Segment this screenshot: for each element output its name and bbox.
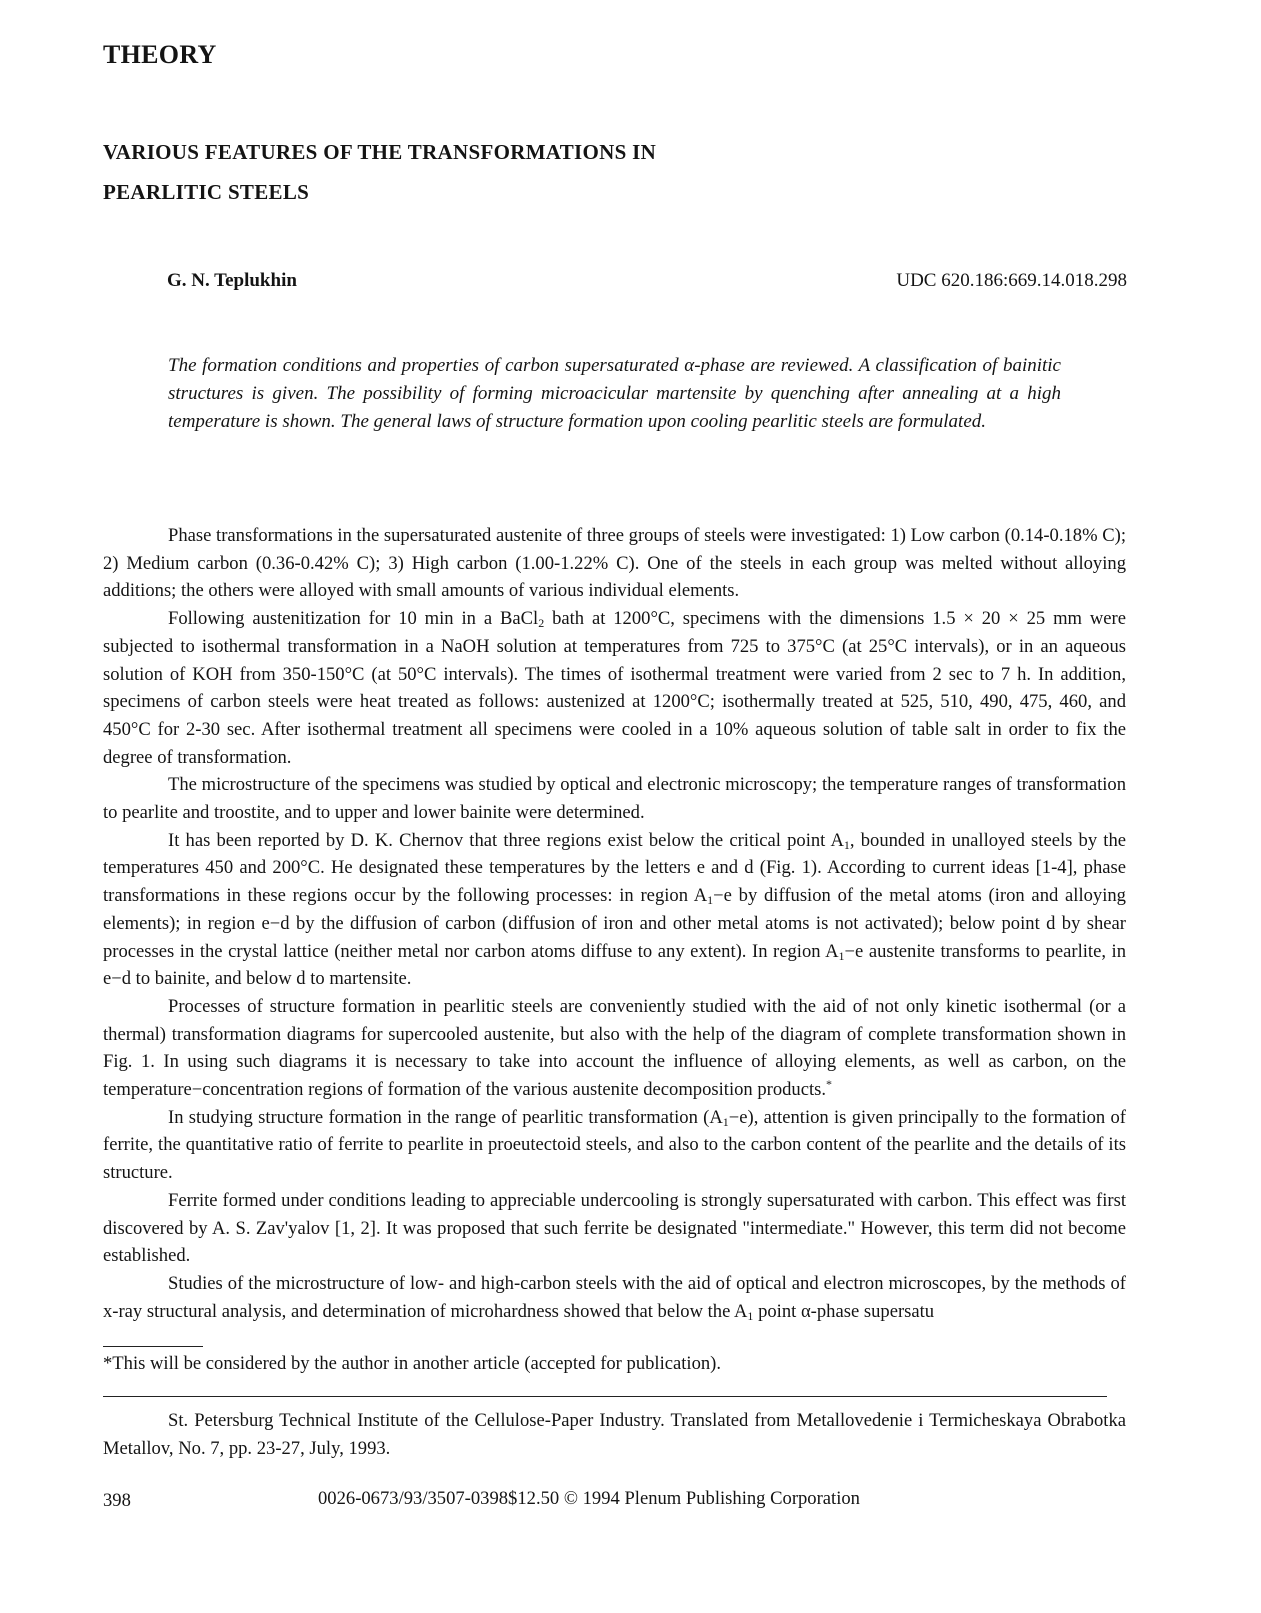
- affiliation-rule: [103, 1396, 1107, 1397]
- title-line-1: VARIOUS FEATURES OF THE TRANSFORMATIONS IN: [103, 140, 657, 164]
- article-title: [103, 132, 1003, 212]
- title-line-2: PEARLITIC STEELS: [103, 180, 310, 204]
- subscript: 1: [722, 1114, 729, 1129]
- section-heading: THEORY: [103, 40, 217, 69]
- paragraph-2: [103, 605, 1126, 771]
- paragraph-4-text: It has been reported by D. K. Chernov that three regions exist below the critical point A: [168, 829, 844, 851]
- publisher-line: 0026-0673/93/3507-0398$12.50 © 1994 Plenum Publishing Corporation: [318, 1488, 860, 1509]
- paragraph-1: Phase transformations in the supersaturated austenite of three groups of steels were investigated: 1) Low carbon (0.14-0.18% C); 2) Medium carbon (0.36-0.42% C); 3) High carbon (1.00-1.22% C). One of the steels in each group was melted without alloying additions; the others were alloyed with small amounts of various individual elements.: [103, 525, 1126, 602]
- paragraph-4-text: −e austenite transforms to pearlite, in e−d to bainite, and below d to martensite.: [103, 940, 1126, 990]
- subscript: 1: [838, 948, 845, 963]
- page-number: 398: [103, 1490, 131, 1511]
- paragraph-8: [103, 1270, 1126, 1325]
- paragraph-4-text: −e by diffusion of the metal atoms (iron and alloying elements); in region e−d by the diffusion of carbon (diffusion of iron and other metal atoms is not activated); below point d by shear processes in the crystal lattice (neither metal nor carbon atoms diffuse to any extent). In region A: [103, 885, 1126, 962]
- paragraph-8-text: point α-phase supersatu: [753, 1300, 935, 1322]
- article-body: [103, 522, 1126, 1325]
- footnote: *This will be considered by the author in another article (accepted for publication).: [103, 1353, 722, 1374]
- paragraph-4-text: , bounded in unalloyed steels by the temperatures 450 and 200°C. He designated these temperatures by the letters e and d (Fig. 1). According to current ideas [1-4], phase transformations in these regions occur by the following processes: in region A: [103, 829, 1127, 907]
- paragraph-2-text: Following austenitization for 10 min in a BaCl: [168, 608, 539, 630]
- subscript: 1: [843, 837, 850, 852]
- paragraph-6: [103, 1104, 1126, 1187]
- footnote-rule: [103, 1346, 203, 1347]
- paragraph-5: [103, 993, 1126, 1104]
- paragraph-3: The microstructure of the specimens was studied by optical and electronic microscopy; the temperature ranges of transformation to pearlite and troostite, and to upper and lower bainite were determined.: [103, 774, 1126, 824]
- paragraph-7: Ferrite formed under conditions leading to appreciable undercooling is strongly supersaturated with carbon. This effect was first discovered by A. S. Zav'yalov [1, 2]. It was proposed that such ferrite be designated "intermediate." However, this term did not become established.: [103, 1189, 1126, 1267]
- paragraph-5-text: Processes of structure formation in pearlitic steels are conveniently studied with the aid of not only kinetic isothermal (or a thermal) transformation diagrams for supercooled austenite, but also with the help of the diagram of complete transformation shown in Fig. 1. In using such diagrams it is necessary to take into account the influence of alloying elements, as well as carbon, on the temperature−concentration regions of formation of the various austenite decomposition products.: [103, 995, 1126, 1101]
- udc-code: UDC 620.186:669.14.018.298: [896, 270, 1127, 291]
- subscript: 1: [747, 1308, 754, 1323]
- subscript: 2: [538, 616, 545, 631]
- footnote-marker: *: [826, 1077, 833, 1092]
- paragraph-6-text: In studying structure formation in the range of pearlitic transformation (A: [168, 1106, 723, 1128]
- subscript: 1: [707, 893, 714, 908]
- paragraph-6-text: −e), attention is given principally to the formation of ferrite, the quantitative ratio of ferrite to pearlite in proeutectoid steels, and also to the carbon content of the pearlite and the details of its structure.: [103, 1106, 1126, 1184]
- paragraph-2-text: bath at 1200°C, specimens with the dimensions 1.5 × 20 × 25 mm were subjected to isothermal transformation in a NaOH solution at temperatures from 725 to 375°C (at 25°C intervals), or in an aqueous solution of KOH from 350-150°C (at 50°C intervals). The times of isothermal treatment were varied from 2 sec to 7 h. In addition, specimens of carbon steels were heat treated as follows: austenized at 1200°C; isothermally treated at 525, 510, 490, 475, 460, and 450°C for 2-30 sec. After isothermal treatment all specimens were cooled in a 10% aqueous solution of table salt in order to fix the degree of transformation.: [103, 608, 1126, 768]
- author-name: G. N. Teplukhin: [167, 270, 297, 291]
- abstract: The formation conditions and properties of carbon supersaturated α-phase are reviewed. A classification of bainitic structures is given. The possibility of forming microacicular martensite by quenching after annealing at a high temperature is shown. The general laws of structure formation upon cooling pearlitic steels are formulated.: [168, 355, 1061, 432]
- paragraph-8-text: Studies of the microstructure of low- and high-carbon steels with the aid of optical and electron microscopes, by the methods of x-ray structural analysis, and determination of microhardness showed that below the A: [103, 1272, 1126, 1322]
- paragraph-4: [103, 827, 1126, 993]
- affiliation: St. Petersburg Technical Institute of the Cellulose-Paper Industry. Translated from Metallovedenie i Termicheskaya Obrabotka Metallov, No. 7, pp. 23-27, July, 1993.: [103, 1410, 1126, 1459]
